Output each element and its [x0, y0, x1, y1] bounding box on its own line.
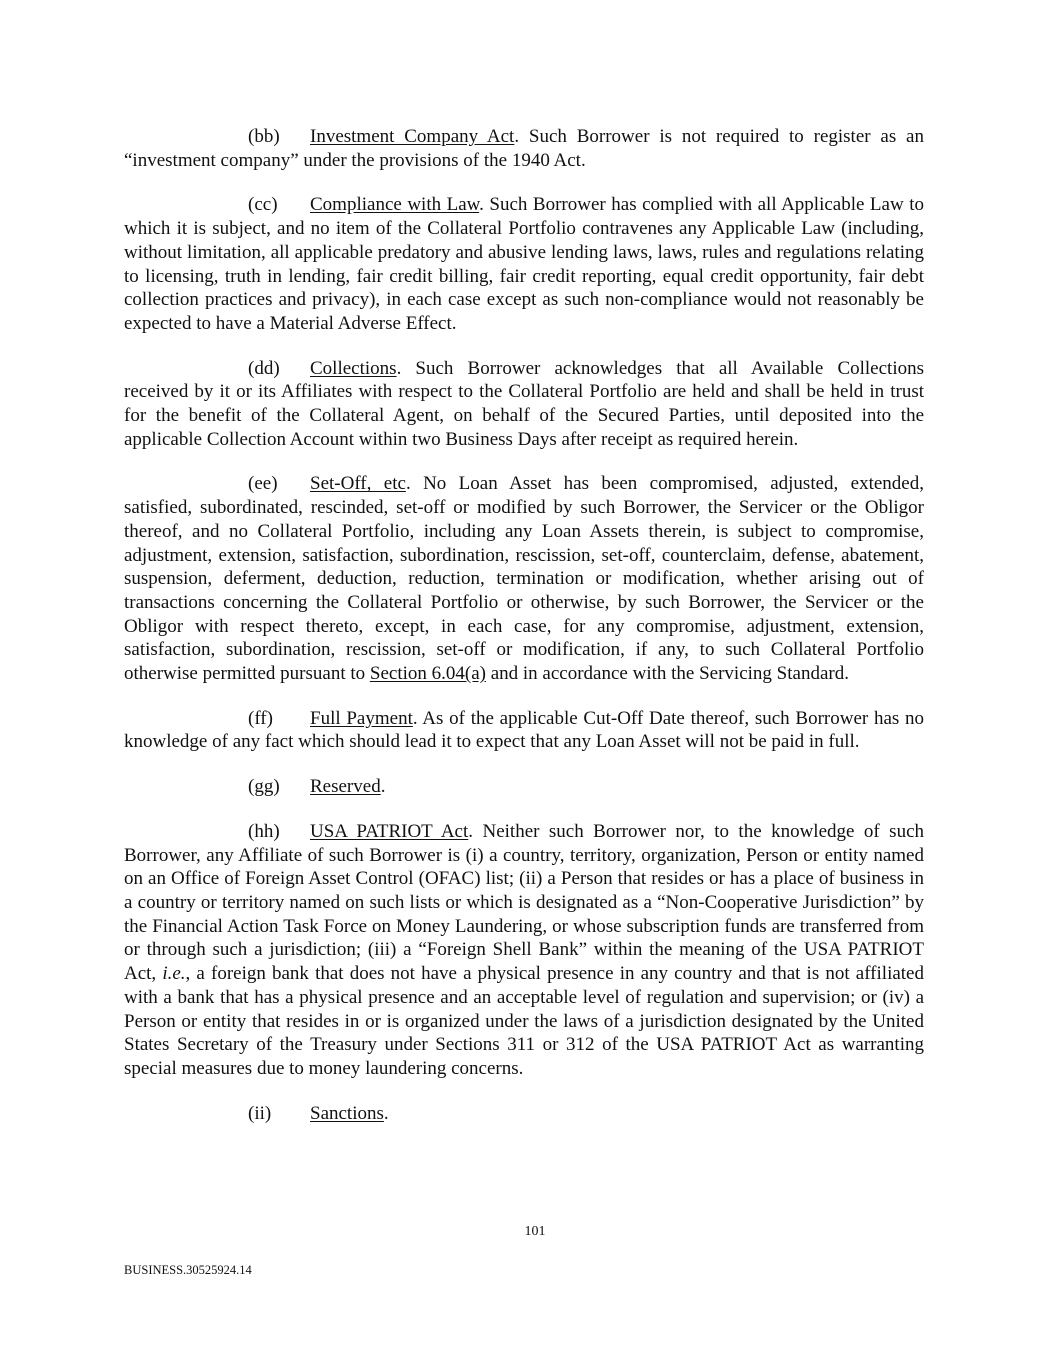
- section-ee: [124, 472, 924, 685]
- section-heading: Investment Company Act: [310, 126, 515, 147]
- section-text: . Neither such Borrower nor, to the knowledge of such Borrower, any Affiliate of such Borrower is (i) a country, territory, organization, Person or entity named on an Office of Foreign Asset Control (OFAC) list; (ii) a Person that resides or has a place of business in a country or territory named on such lists or which is designated as a “Non-Cooperative Jurisdiction” by the Financial Action Task Force on Money Laundering, or whose subscription funds are transferred from or through such a jurisdiction; (iii) a “Foreign Shell Bank” within the meaning of the USA PATRIOT Act,: [124, 820, 925, 985]
- section-text: . As of the applicable Cut-Off Date thereof, such Borrower has no knowledge of any fact which should lead it to expect that any Loan Asset will not be paid in full.: [124, 707, 924, 753]
- section-text-continued: , a foreign bank that does not have a physical presence in any country and that is not affiliated with a bank that has a physical presence and an acceptable level of regulation and supervision; or (iv) a Person or entity that resides in or is organized under the laws of a jurisdiction designated by the United States Secretary of the Treasury under Sections 311 or 312 of the USA PATRIOT Act as warranting special measures due to money laundering concerns.: [124, 963, 924, 1079]
- section-text: . No Loan Asset has been compromised, adjusted, extended, satisfied, subordinated, rescinded, set-off or modified by such Borrower, the Servicer or the Obligor thereof, and no Collateral Portfolio, including any Loan Assets therein, is subject to compromise, adjustment, extension, satisfaction, subordination, rescission, set-off, counterclaim, defense, abatement, suspension, deferment, deduction, reduction, termination or modification, whether arising out of transactions concerning the Collateral Portfolio or otherwise, by such Borrower, the Servicer or the Obligor with respect thereto, except, in each case, for any compromise, adjustment, extension, satisfaction, subordination, rescission, set-off or modification, if any, to such Collateral Portfolio otherwise permitted pursuant to: [124, 473, 924, 685]
- section-text: .: [383, 1102, 389, 1124]
- section-text-continued: and in accordance with the Servicing Standard.: [485, 663, 849, 685]
- section-gg: [124, 775, 924, 799]
- section-number: (ee): [248, 473, 278, 495]
- section-text: . Such Borrower is not required to register as an “investment company” under the provisions of the 1940 Act.: [124, 126, 924, 171]
- document-body: [124, 125, 924, 1146]
- section-number: (gg): [248, 776, 280, 798]
- section-cc: [124, 193, 924, 335]
- section-heading: Reserved: [310, 776, 381, 798]
- section-heading: USA PATRIOT Act: [310, 820, 469, 842]
- section-heading: Full Payment: [310, 707, 413, 729]
- section-heading: Compliance with Law: [310, 194, 480, 216]
- document-id: BUSINESS.30525924.14: [124, 1263, 252, 1277]
- page-number: 101: [524, 1224, 546, 1239]
- section-heading: Set-Off, etc: [310, 473, 406, 495]
- section-hh: [124, 820, 924, 1081]
- section-text: . Such Borrower has complied with all Applicable Law to which it is subject, and no item of the Collateral Portfolio contravenes any Applicable Law (including, without limitation, all applicable predatory and abusive lending laws, laws, rules and regulations relating to licensing, truth in lending, fair credit billing, fair credit reporting, equal credit opportunity, fair debt collection practices and privacy), in each case except as such non-compliance would not reasonably be expected to have a Material Adverse Effect.: [124, 194, 924, 334]
- section-number: (cc): [248, 194, 278, 216]
- italic-term: i.e.: [162, 963, 186, 985]
- section-heading: Collections: [310, 357, 397, 379]
- section-reference-link[interactable]: Section 6.04(a): [369, 663, 486, 685]
- section-number: (hh): [248, 820, 280, 842]
- section-ff: [124, 707, 924, 754]
- section-dd: [124, 357, 924, 452]
- section-text: .: [380, 776, 386, 798]
- section-number: (dd): [248, 357, 280, 379]
- section-heading: Sanctions: [310, 1102, 384, 1124]
- section-ii: [124, 1102, 924, 1126]
- section-text: . Such Borrower acknowledges that all Available Collections received by it or its Affiliates with respect to the Collateral Portfolio are held and shall be held in trust for the benefit of the Collateral Agent, on behalf of the Secured Parties, until deposited into the applicable Collection Account within two Business Days after receipt as required herein.: [124, 357, 924, 450]
- section-number: (ii): [248, 1102, 272, 1124]
- section-bb: [124, 125, 924, 172]
- section-number: (ff): [248, 707, 273, 729]
- section-number: (bb): [248, 126, 280, 147]
